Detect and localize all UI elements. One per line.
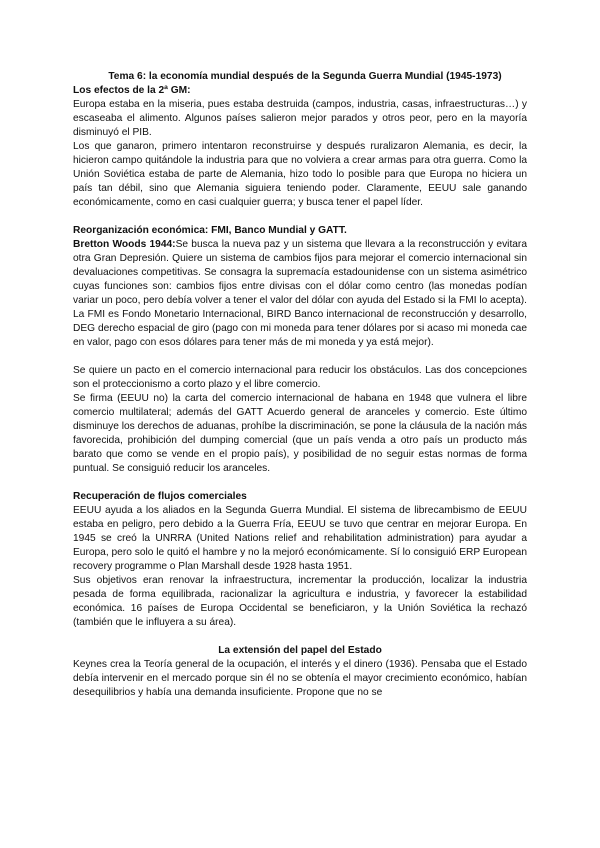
section-heading-effects: Los efectos de la 2ª GM: <box>73 85 191 96</box>
paragraph-recovery-2: Sus objetivos eran renovar la infraestructura, incrementar la producción, localizar la industria pesada de forma equilibrada, racionalizar la agricultura e industria, y favorecer la estabilidad económica. 16 países de Europa Occidental se beneficiaron, y la Unión Soviética la rechazó (también que le influyera a su área). <box>73 575 527 628</box>
spacer <box>73 476 527 490</box>
paragraph-effects-2: Los que ganaron, primero intentaron reconstruirse y después ruralizaron Alemania, es decir, la hicieron campo quitándole la industria para que no volviera a crear armas para otra guerra. Como la Unión Soviética estaba de parte de Alemania, hizo todo lo posible para que Europa no hiciera un país tan débil, sino que Alemania siguiera teniendo poder. Claramente, EEUU sale ganando económicamente, como en casi cualquier guerra; y busca tener el papel líder. <box>73 141 527 208</box>
section-heading-state-role: La extensión del papel del Estado <box>218 645 382 656</box>
section-heading-recovery: Recuperación de flujos comerciales <box>73 491 247 502</box>
bretton-woods-text: Se busca la nueva paz y un sistema que llevara a la reconstrucción y evitara otra Gran Depresión. Quiere un sistema de cambios fijos para mejorar el comercio internacional sin devaluaciones competitivas. Se consagra la supremacía estadounidense con un sistema asimétrico cuyas funciones son: cambios fijos entre divisas con el dólar como centro (las monedas podían variar un poco, pero debía volver a tener el valor del dólar con ayuda del Estado si la FMI lo acepta). La FMI es Fondo Monetario Internacional, BIRD Banco internacional de reconstrucción y desarrollo, DEG derecho espacial de giro (pago con mi moneda para tener dólares por si acaso mi moneda cae en valor, pago con esos dólares para tener más de mi moneda y ya está mejor). <box>73 239 527 348</box>
paragraph-recovery-1: EEUU ayuda a los aliados en la Segunda Guerra Mundial. El sistema de librecambismo de EEUU estaba en peligro, pero debido a la Guerra Fría, EEUU se tuvo que centrar en mejorar Europa. En 1945 se creó la UNRRA (United Nations relief and rehabilitation administration) para ayudar a Europa, pero solo le quitó el hambre y no la mejoró económicamente. Sí lo consiguió ERP European recovery programme o Plan Marshall desde 1928 hasta 1951. <box>73 505 527 572</box>
paragraph-effects-1: Europa estaba en la miseria, pues estaba destruida (campos, industria, casas, infraestructuras…) y escaseaba el alimento. Algunos países salieron mejor parados y otros peor, pero en la mayoría disminuyó el PIB. <box>73 99 527 138</box>
paragraph-keynes: Keynes crea la Teoría general de la ocupación, el interés y el dinero (1936). Pensaba que el Estado debía intervenir en el mercado porque sin él no se obtenía el mayor crecimiento económico, habían desequilibrios y había una demanda insuficiente. Propone que no se <box>73 659 527 698</box>
spacer <box>73 210 527 224</box>
spacer <box>73 350 527 364</box>
spacer <box>73 630 527 644</box>
section-heading-reorganization: Reorganización económica: FMI, Banco Mundial y GATT. <box>73 225 347 236</box>
paragraph-bretton-woods <box>73 238 527 350</box>
bretton-woods-label: Bretton Woods 1944: <box>73 239 176 250</box>
document-title: Tema 6: la economía mundial después de la Segunda Guerra Mundial (1945-1973) <box>108 71 502 82</box>
document-page <box>73 70 527 700</box>
paragraph-trade-pact: Se quiere un pacto en el comercio internacional para reducir los obstáculos. Las dos concepciones son el proteccionismo a corto plazo y el libre comercio. <box>73 365 527 390</box>
paragraph-havana-gatt: Se firma (EEUU no) la carta del comercio internacional de habana en 1948 que vulnera el libre comercio multilateral; además del GATT Acuerdo general de aranceles y comercio. Este último disminuye los derechos de aduanas, prohíbe la discriminación, se pone la cláusula de la nación más favorecida, prohibición del dumping comercial (que un país venda a otro país un producto más barato que como se vende en el propio país), y posibilidad de no seguir estas normas de forma puntual. Se consiguió reducir los aranceles. <box>73 393 527 474</box>
